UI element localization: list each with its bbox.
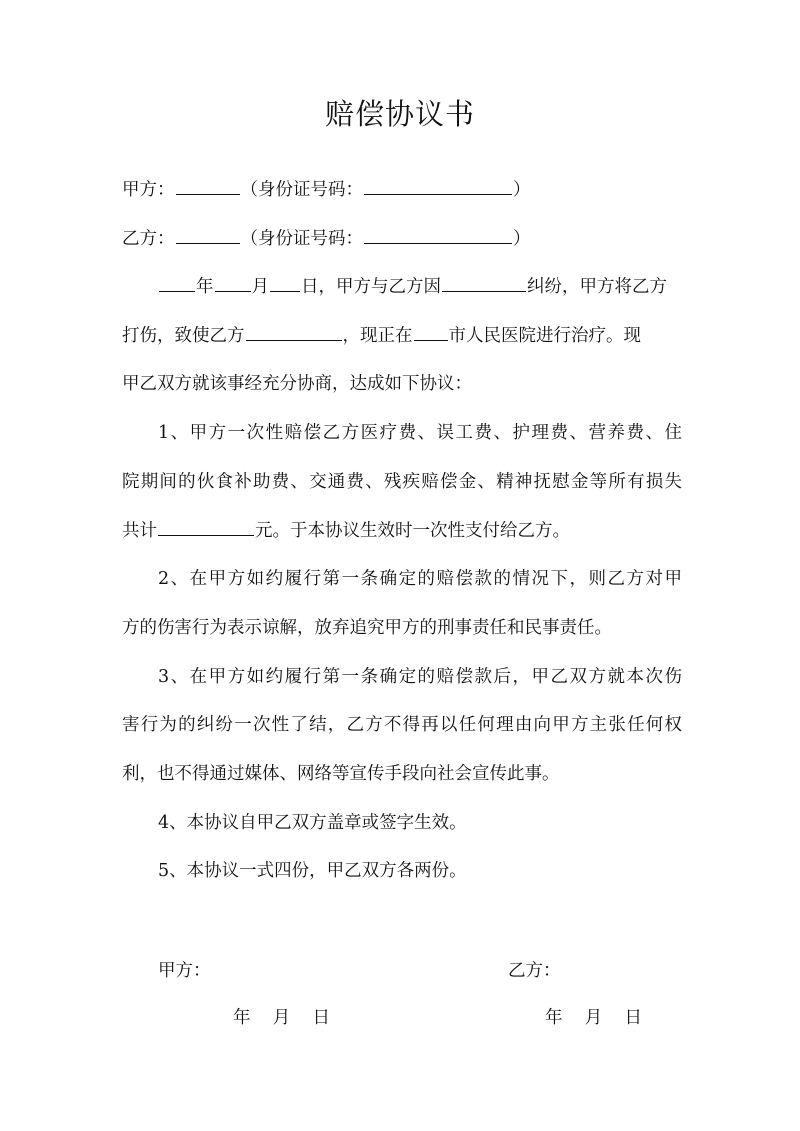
signature-date-a: 年 月 日 [233,1008,331,1028]
party-b-id-blank[interactable] [364,227,512,244]
clause-2-line-2: 方的伤害行为表示谅解，放弃追究甲方的刑事责任和民事责任。 [122,618,612,638]
day-blank[interactable] [270,275,300,292]
year-blank[interactable] [159,275,195,292]
intro-line2-b: ，现正在 [342,326,413,346]
year-label: 年 [196,277,214,297]
intro-line-3: 甲乙双方就该事经充分协商，达成如下协议： [122,374,472,394]
intro-line2-a: 打伤，致使乙方 [122,326,245,346]
clause-1-line-3 [122,519,682,542]
party-b-label: 乙方： [122,229,175,249]
clause-1-line-2: 院期间的伙食补助费、交通费、残疾赔偿金、精神抚慰金等所有损失 [122,472,682,492]
month-blank[interactable] [215,275,251,292]
clause-4: 4、本协议自甲乙双方盖章或签字生效。 [158,813,467,833]
signature-party-a: 甲方： [158,961,211,981]
document-title: 赔偿协议书 [324,97,475,131]
party-b-name-blank[interactable] [176,227,240,244]
clause-3-line-3: 利，也不得通过媒体、网络等宣传手段向社会宣传此事。 [122,764,560,784]
clause-2-line-1: 2、在甲方如约履行第一条确定的赔偿款的情况下，则乙方对甲 [158,569,682,589]
clause-5: 5、本协议一式四份，甲乙双方各两份。 [158,861,467,881]
amount-blank[interactable] [158,519,254,536]
party-a-line [122,178,682,201]
party-a-id-blank[interactable] [364,178,512,195]
month-label: 月 [251,277,269,297]
intro-line-1 [158,275,682,298]
intro-line-2 [122,324,682,347]
signature-party-b: 乙方： [508,961,561,981]
signature-date-b: 年 月 日 [545,1008,643,1028]
clause-3-line-1: 3、在甲方如约履行第一条确定的赔偿款后，甲乙双方就本次伤 [158,667,682,687]
injury-blank[interactable] [246,324,342,341]
party-b-line [122,227,682,250]
party-b-id-open: （身份证号码： [240,229,363,249]
intro-dispute-text: 纠纷，甲方将乙方 [527,277,667,297]
clause-3-line-2: 害行为的纠纷一次性了结，乙方不得再以任何理由向甲方主张任何权 [122,715,682,735]
intro-day-text: 日，甲方与乙方因 [301,277,441,297]
party-b-id-close: ） [513,229,531,249]
dispute-blank[interactable] [442,275,526,292]
clause-1-line-1: 1、甲方一次性赔偿乙方医疗费、误工费、护理费、营养费、住 [158,423,682,443]
party-a-id-open: （身份证号码： [240,180,363,200]
city-blank[interactable] [414,324,448,341]
clause-1-total-label: 共计 [122,521,157,541]
party-a-label: 甲方： [122,180,175,200]
party-a-id-close: ） [513,180,531,200]
intro-line2-c: 市人民医院进行治疗。现 [448,326,641,346]
party-a-name-blank[interactable] [176,178,240,195]
clause-1-line3-rest: 元。于本协议生效时一次性支付给乙方。 [255,521,570,541]
